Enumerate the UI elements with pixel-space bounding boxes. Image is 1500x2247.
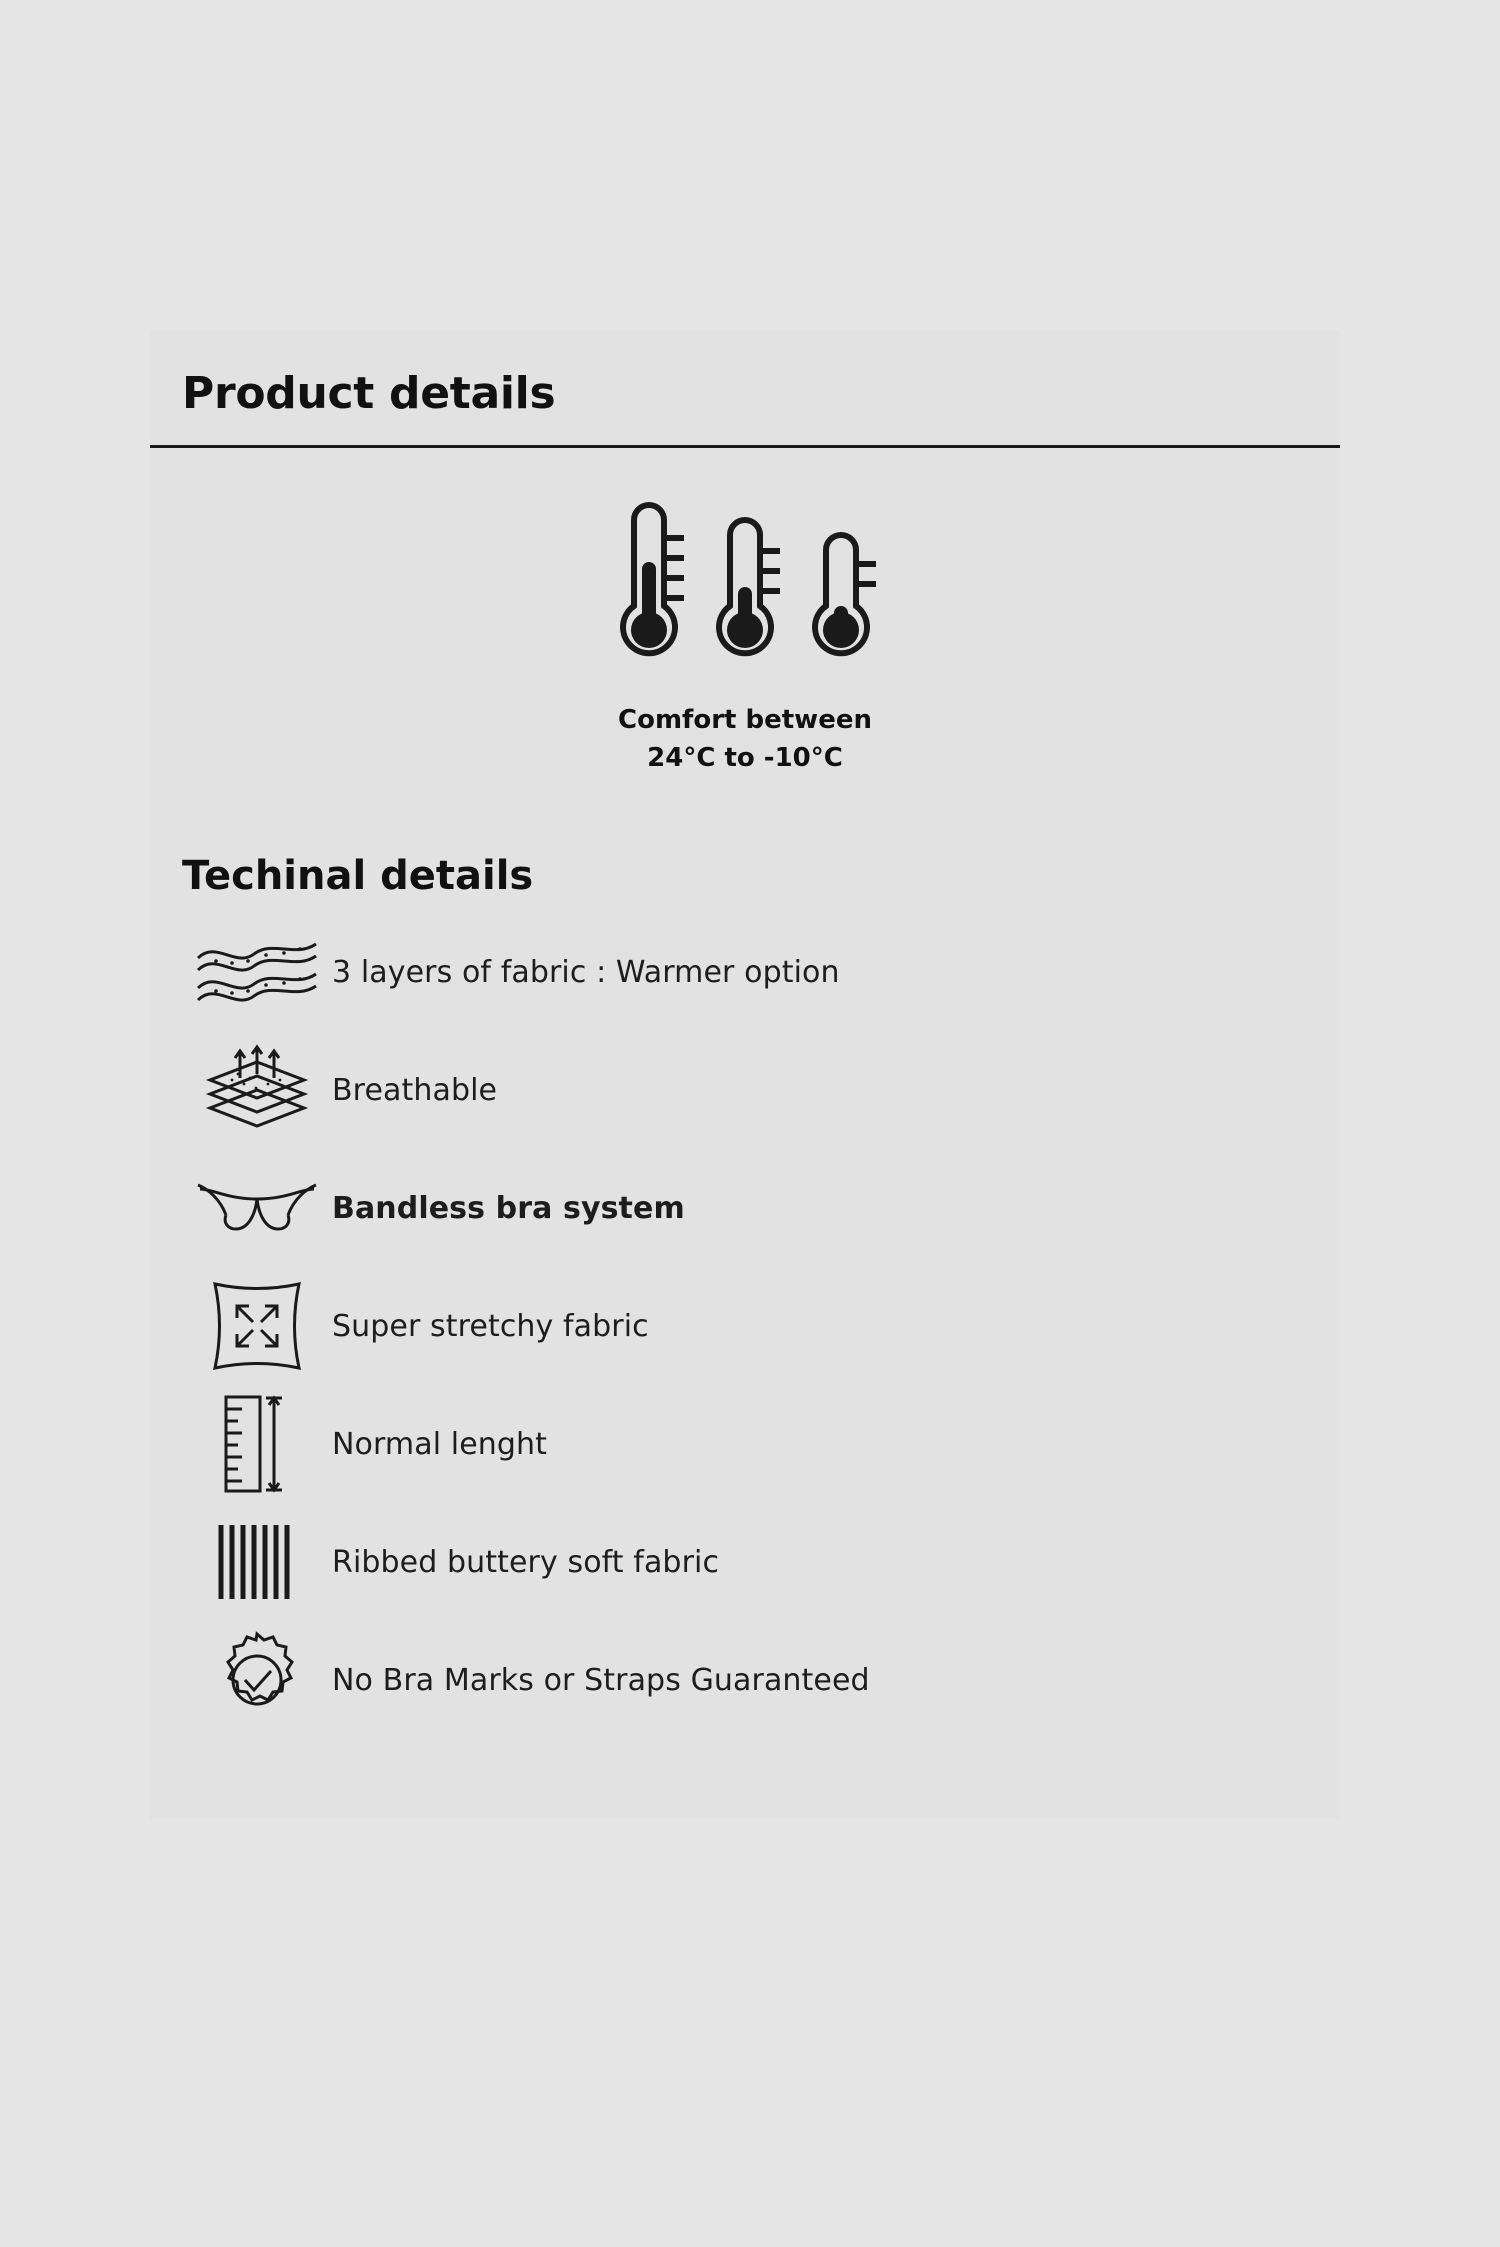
ruler-length-icon (182, 1389, 332, 1499)
breathable-arrows-icon (182, 1044, 332, 1136)
list-item (150, 1621, 1340, 1739)
list-item-label: Ribbed buttery soft fabric (332, 1544, 720, 1580)
check-badge-icon (182, 1630, 332, 1730)
fabric-layers-wave-icon (182, 936, 332, 1008)
list-item (150, 1149, 1340, 1267)
ribbed-lines-icon (182, 1517, 332, 1607)
list-item-label: Super stretchy fabric (332, 1308, 649, 1344)
list-item (150, 1031, 1340, 1149)
list-item (150, 1503, 1340, 1621)
list-item (150, 1267, 1340, 1385)
comfort-caption (150, 702, 1340, 777)
comfort-line-2: 24°C to -10°C (647, 742, 843, 773)
list-item-label: Bandless bra system (332, 1190, 685, 1226)
bra-icon (182, 1175, 332, 1241)
list-item-label: No Bra Marks or Straps Guaranteed (332, 1662, 870, 1698)
page-title: Product details (182, 368, 556, 419)
list-item (150, 913, 1340, 1031)
comfort-block (150, 448, 1340, 777)
list-item-label: 3 layers of fabric : Warmer option (332, 954, 840, 990)
stretch-arrows-square-icon (182, 1276, 332, 1376)
list-item (150, 1385, 1340, 1503)
technical-details-heading: Techinal details (182, 853, 534, 900)
technical-details-list (150, 899, 1340, 1819)
product-details-panel (150, 330, 1340, 1819)
comfort-line-1: Comfort between (618, 705, 872, 735)
list-item-label: Breathable (332, 1072, 498, 1108)
list-item-label: Normal lenght (332, 1426, 548, 1462)
three-thermometers-icon (150, 490, 1340, 680)
